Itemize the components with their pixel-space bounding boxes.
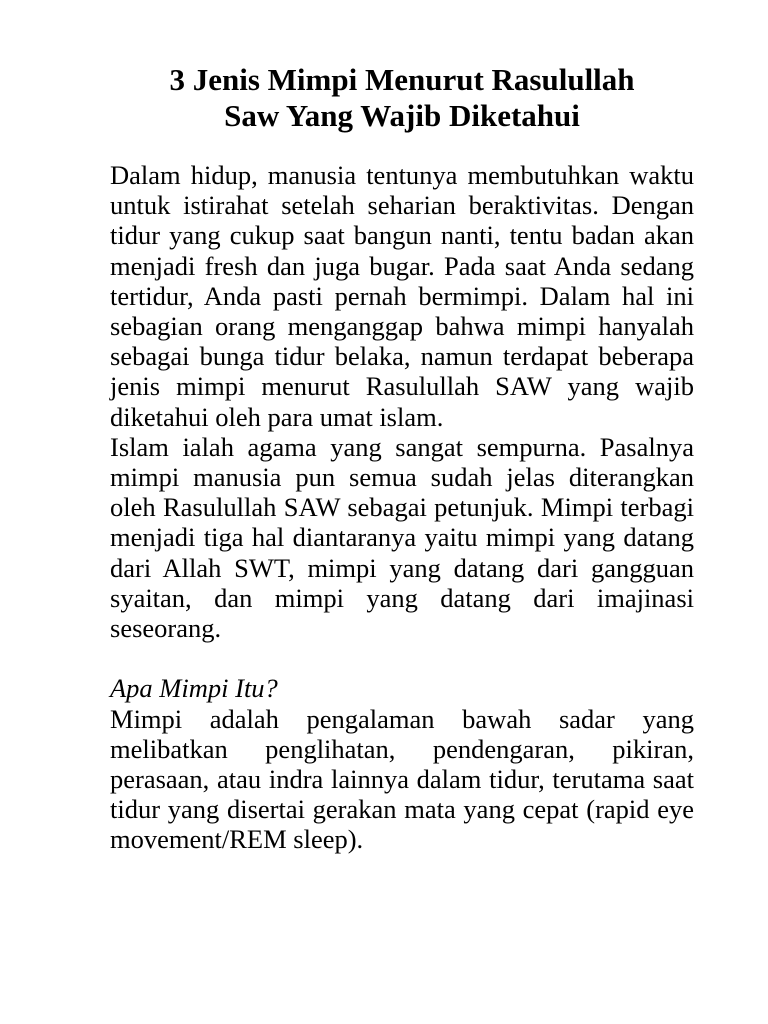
paragraph-islam: Islam ialah agama yang sangat sempurna. Pasalnya mimpi manusia pun semua sudah jelas diterangkan oleh Rasulullah SAW sebagai petunjuk. Mimpi terbagi menjadi tiga hal diantaranya yaitu mimpi yang datang dari Allah SWT, mimpi yang datang dari gangguan syaitan, dan mimpi yang datang dari imajinasi seseorang. bbox=[110, 431, 694, 644]
title-line-1: 3 Jenis Mimpi Menurut Rasulullah bbox=[169, 62, 635, 97]
section-heading: Apa Mimpi Itu? bbox=[110, 673, 278, 704]
paragraph-intro: Dalam hidup, manusia tentunya membutuhkan waktu untuk istirahat setelah seharian beraktivitas. Dengan tidur yang cukup saat bangun nanti, tentu badan akan menjadi fresh dan juga bugar. Pada saat Anda sedang tertidur, Anda pasti pernah bermimpi. Dalam hal ini sebagian orang menganggap bahwa mimpi hanyalah sebagai bunga tidur belaka, namun terdapat beberapa jenis mimpi menurut Rasulullah SAW yang wajib diketahui oleh para umat islam. bbox=[110, 160, 694, 432]
paragraph-definition: Mimpi adalah pengalaman bawah sadar yang melibatkan penglihatan, pendengaran, pikiran, perasaan, atau indra lainnya dalam tidur, terutama saat tidur yang disertai gerakan mata yang cepat (rapid eye movement/REM sleep). bbox=[110, 703, 694, 855]
document-title bbox=[110, 62, 694, 134]
document-body bbox=[110, 160, 694, 855]
title-line-2: Saw Yang Wajib Diketahui bbox=[224, 98, 580, 133]
